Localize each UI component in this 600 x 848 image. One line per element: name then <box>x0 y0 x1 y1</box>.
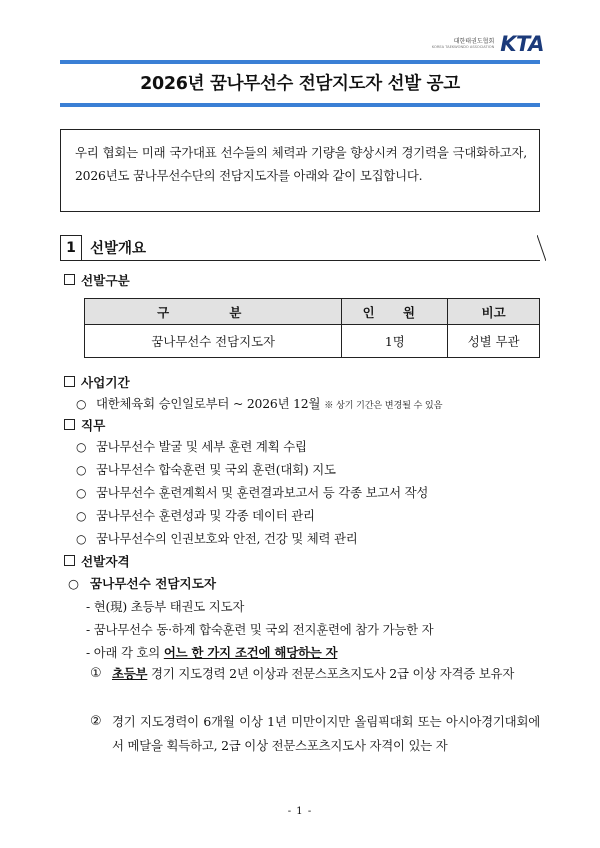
list-item: - 꿈나무선수 동·하계 합숙훈련 및 국외 전지훈련에 참가 가능한 자 <box>86 622 434 637</box>
title-bar-bottom <box>60 103 540 107</box>
condition-text: 경기 지도경력이 6개월 이상 1년 미만이지만 올림픽대회 또는 아시아경기대회에서 메달을 획득하고, 2급 이상 전문스포츠지도사 자격이 있는 자 <box>112 714 540 753</box>
section-header <box>60 235 546 261</box>
duty-text: 꿈나무선수의 인권보호와 안전, 건강 및 체력 관리 <box>96 531 358 546</box>
subheading-duties-label: 직무 <box>81 418 106 433</box>
subheading-qualifications <box>64 551 130 570</box>
section-underline <box>82 260 540 261</box>
table-header-remarks: 비고 <box>448 299 540 325</box>
title-bar-top <box>60 60 540 64</box>
condition-prefix: 아래 각 호의 <box>93 645 164 660</box>
subheading-selection-label: 선발구분 <box>81 273 130 288</box>
checkbox-square-icon <box>64 419 75 430</box>
list-item <box>76 506 315 524</box>
intro-paragraph: 우리 협회는 미래 국가대표 선수들의 체력과 기량을 향상시켜 경기력을 극대화하고자, 2026년도 꿈나무선수단의 전담지도자를 아래와 같이 모집합니다. <box>60 129 540 212</box>
condition-number: ① <box>90 666 102 681</box>
subheading-period-label: 사업기간 <box>81 375 130 390</box>
condition-emphasis: 초등부 <box>112 666 148 681</box>
table-header-count: 인 원 <box>342 299 448 325</box>
circle-bullet-icon: ○ <box>76 532 87 546</box>
table-header-row <box>85 299 540 325</box>
qualification-role <box>68 573 216 592</box>
qualification-text: 꿈나무선수 동·하계 합숙훈련 및 국외 전지훈련에 참가 가능한 자 <box>93 622 434 637</box>
table-cell-remarks: 성별 무관 <box>448 325 540 358</box>
document-title: 2026년 꿈나무선수 전담지도자 선발 공고 <box>140 74 460 94</box>
logo-text <box>432 39 494 50</box>
condition-number: ② <box>90 714 102 729</box>
table-cell-category: 꿈나무선수 전담지도자 <box>85 325 342 358</box>
numbered-condition-2 <box>90 710 540 758</box>
duty-text: 꿈나무선수 훈련계획서 및 훈련결과보고서 등 각종 보고서 작성 <box>96 485 429 500</box>
section-number: 1 <box>60 235 82 261</box>
list-item <box>76 437 307 455</box>
duty-text: 꿈나무선수 합숙훈련 및 국외 훈련(대회) 지도 <box>96 462 336 477</box>
logo-org-english: KOREA TAEKWONDO ASSOCIATION <box>431 44 495 49</box>
list-item: - 현(現) 초등부 태권도 지도자 <box>86 599 245 614</box>
circle-bullet-icon: ○ <box>76 397 87 411</box>
qualification-text: 현(現) 초등부 태권도 지도자 <box>93 599 245 614</box>
condition-emphasis: 어느 한 가지 조건에 해당하는 자 <box>163 645 338 660</box>
numbered-condition-1 <box>90 662 540 686</box>
period-text: 대한체육회 승인일로부터 ~ 2026년 12월 <box>96 396 321 411</box>
checkbox-square-icon <box>64 376 75 387</box>
period-note: ※ 상기 기간은 변경될 수 있음 <box>324 400 443 411</box>
list-item <box>76 483 428 501</box>
condition-body <box>112 710 540 758</box>
circle-bullet-icon: ○ <box>76 486 87 500</box>
duty-text: 꿈나무선수 발굴 및 세부 훈련 계획 수립 <box>96 439 307 454</box>
list-item <box>76 529 358 547</box>
section-slash-decoration <box>537 235 546 261</box>
checkbox-square-icon <box>64 555 75 566</box>
duty-text: 꿈나무선수 훈련성과 및 각종 데이터 관리 <box>96 508 315 523</box>
page-number: - 1 - <box>287 806 313 817</box>
circle-bullet-icon: ○ <box>76 440 87 454</box>
list-item <box>76 460 336 478</box>
table-header-category: 구 분 <box>85 299 342 325</box>
table-row <box>85 325 540 358</box>
circle-bullet-icon: ○ <box>76 509 87 523</box>
condition-body <box>112 662 540 686</box>
period-item <box>76 394 442 412</box>
header-logo <box>432 32 544 56</box>
kta-logo-mark: KTA <box>500 32 544 56</box>
subheading-qualifications-label: 선발자격 <box>81 554 130 569</box>
checkbox-square-icon <box>64 274 75 285</box>
section-title: 선발개요 <box>90 241 147 257</box>
logo-org-korean: 대한태권도협회 <box>453 37 495 45</box>
circle-bullet-icon: ○ <box>76 463 87 477</box>
table-cell-count: 1명 <box>342 325 448 358</box>
condition-text: 경기 지도경력 2년 이상과 전문스포츠지도사 2급 이상 자격증 보유자 <box>147 666 515 681</box>
circle-bullet-icon: ○ <box>68 576 79 591</box>
selection-table <box>84 298 540 358</box>
list-item: - 아래 각 호의 어느 한 가지 조건에 해당하는 자 <box>86 645 338 660</box>
subheading-selection <box>64 270 130 289</box>
subheading-period <box>64 372 130 391</box>
subheading-duties <box>64 415 105 434</box>
qualification-role-label: 꿈나무선수 전담지도자 <box>90 576 217 591</box>
